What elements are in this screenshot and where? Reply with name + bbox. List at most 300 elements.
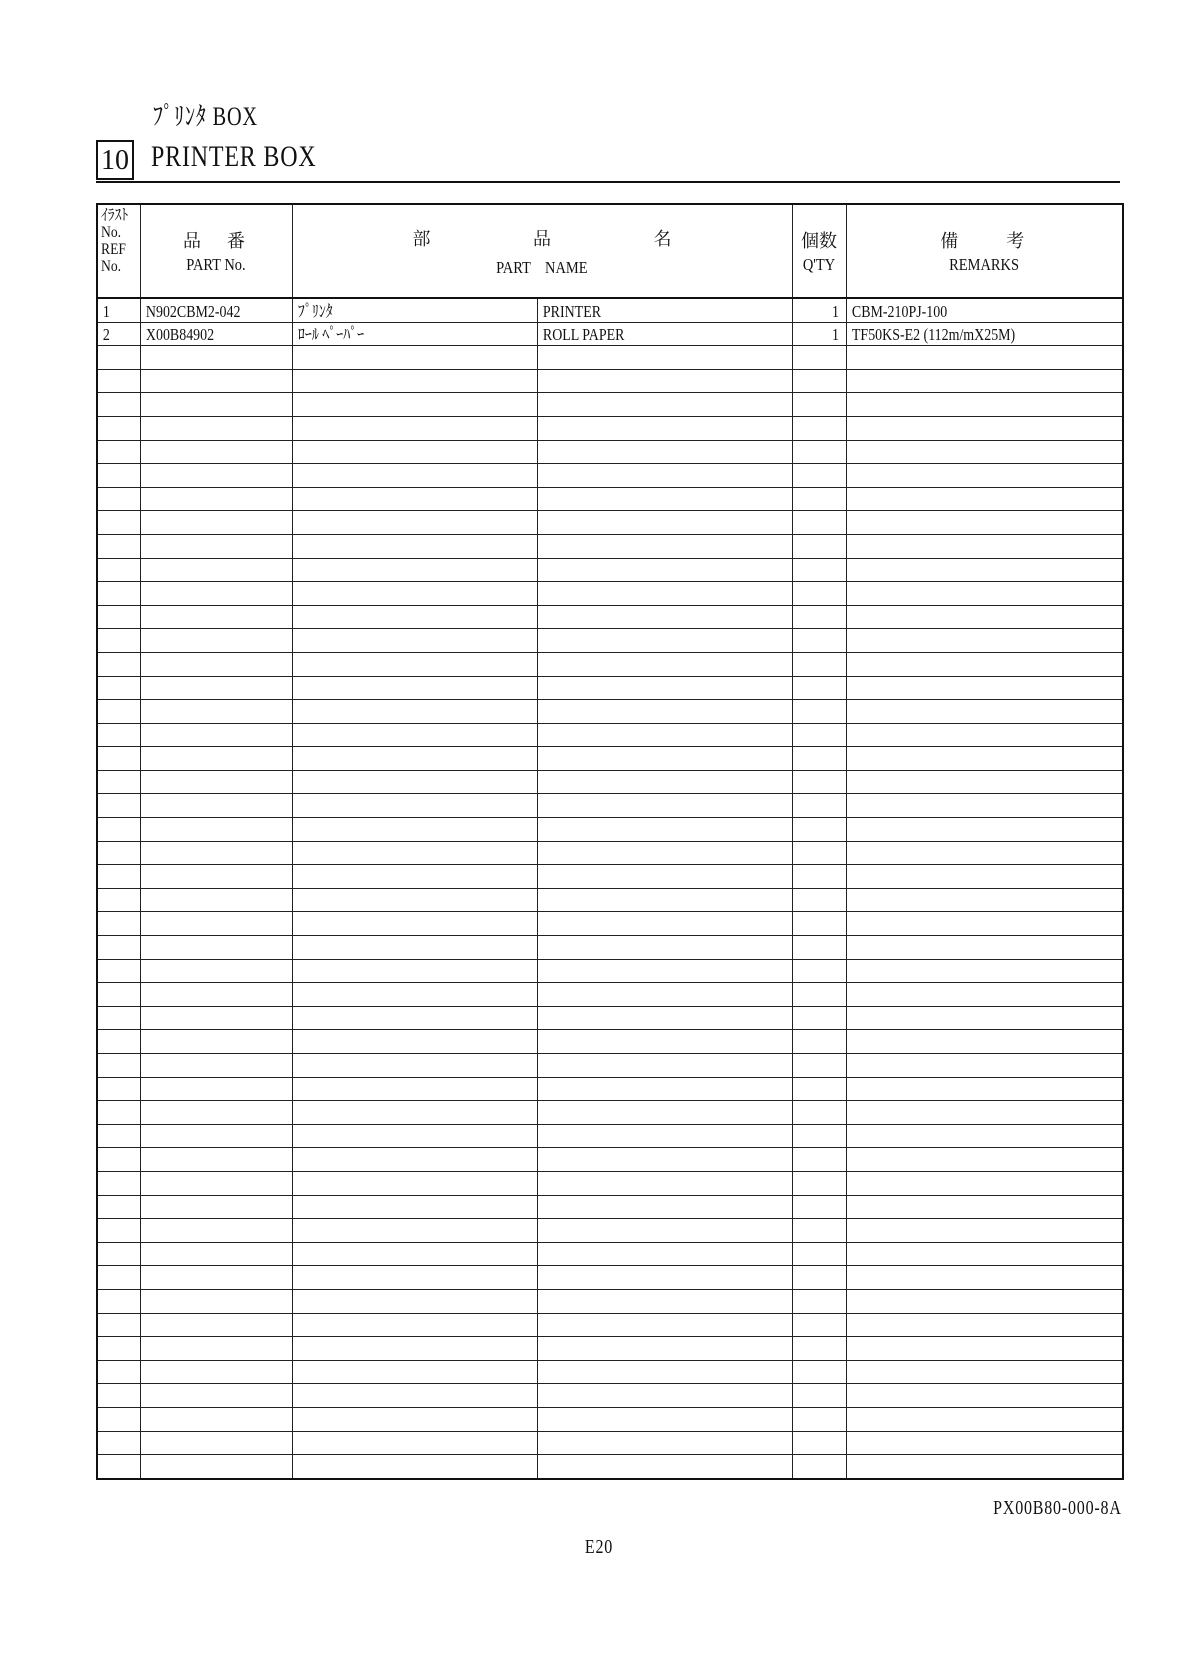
table-row: [97, 322, 1123, 346]
blank-cell: [140, 369, 292, 393]
table-row-blank: [97, 464, 1123, 488]
table-row-blank: [97, 1006, 1123, 1030]
blank-cell: [537, 888, 792, 912]
title-divider: [96, 181, 1120, 183]
blank-cell: [292, 794, 537, 818]
header-part-no-en: PART No.: [186, 255, 246, 274]
cell-ref: [97, 298, 140, 322]
blank-cell: [140, 794, 292, 818]
table-row-blank: [97, 794, 1123, 818]
blank-cell: [846, 818, 1123, 842]
table-row-blank: [97, 1266, 1123, 1290]
blank-cell: [97, 888, 140, 912]
blank-cell: [292, 1313, 537, 1337]
table-row-blank: [97, 1195, 1123, 1219]
blank-cell: [846, 1384, 1123, 1408]
blank-cell: [846, 1266, 1123, 1290]
blank-cell: [792, 652, 846, 676]
blank-cell: [537, 770, 792, 794]
cell-part-no: [140, 322, 292, 346]
table-header-row: [97, 204, 1123, 298]
blank-cell: [846, 1313, 1123, 1337]
blank-cell: [140, 1195, 292, 1219]
blank-cell: [846, 1101, 1123, 1125]
table-row-blank: [97, 700, 1123, 724]
blank-cell: [97, 1407, 140, 1431]
name-jp-value: ﾛｰﾙ ﾍﾟｰﾊﾟｰ: [297, 325, 364, 345]
blank-cell: [537, 1077, 792, 1101]
table-row-blank: [97, 1242, 1123, 1266]
blank-cell: [292, 1455, 537, 1479]
blank-cell: [292, 1148, 537, 1172]
header-qty-en: Q'TY: [802, 255, 836, 274]
blank-cell: [97, 1337, 140, 1361]
blank-cell: [537, 1006, 792, 1030]
blank-cell: [792, 747, 846, 771]
blank-cell: [97, 794, 140, 818]
blank-cell: [292, 487, 537, 511]
blank-cell: [140, 346, 292, 370]
blank-cell: [792, 1384, 846, 1408]
blank-cell: [846, 936, 1123, 960]
blank-cell: [792, 629, 846, 653]
blank-cell: [846, 959, 1123, 983]
table-row-blank: [97, 511, 1123, 535]
blank-cell: [97, 912, 140, 936]
blank-cell: [292, 1384, 537, 1408]
blank-cell: [537, 912, 792, 936]
blank-cell: [292, 416, 537, 440]
table-row-blank: [97, 1219, 1123, 1243]
blank-cell: [792, 1124, 846, 1148]
blank-cell: [97, 1360, 140, 1384]
blank-cell: [292, 865, 537, 889]
blank-cell: [792, 440, 846, 464]
blank-cell: [792, 700, 846, 724]
blank-cell: [537, 1360, 792, 1384]
blank-cell: [292, 936, 537, 960]
blank-cell: [537, 959, 792, 983]
blank-cell: [846, 464, 1123, 488]
blank-cell: [140, 912, 292, 936]
blank-cell: [846, 1219, 1123, 1243]
table-row-blank: [97, 369, 1123, 393]
blank-cell: [537, 629, 792, 653]
blank-cell: [97, 440, 140, 464]
blank-cell: [292, 700, 537, 724]
table-row-blank: [97, 747, 1123, 771]
blank-cell: [792, 1030, 846, 1054]
blank-cell: [97, 416, 140, 440]
blank-cell: [792, 511, 846, 535]
blank-cell: [140, 723, 292, 747]
blank-cell: [292, 652, 537, 676]
blank-cell: [537, 723, 792, 747]
blank-cell: [537, 1289, 792, 1313]
blank-cell: [97, 723, 140, 747]
blank-cell: [792, 1289, 846, 1313]
blank-cell: [292, 440, 537, 464]
blank-cell: [792, 1431, 846, 1455]
table-row-blank: [97, 1407, 1123, 1431]
header-part-name-en: PART NAME: [496, 257, 588, 277]
blank-cell: [846, 511, 1123, 535]
header-ref-line: ｲﾗｽﾄ: [101, 207, 129, 224]
name-jp-value: ﾌﾟﾘﾝﾀ: [297, 301, 333, 321]
blank-cell: [537, 605, 792, 629]
blank-cell: [97, 1124, 140, 1148]
blank-cell: [792, 959, 846, 983]
blank-cell: [97, 1431, 140, 1455]
blank-cell: [140, 1101, 292, 1125]
blank-cell: [140, 1313, 292, 1337]
blank-cell: [537, 1455, 792, 1479]
blank-cell: [140, 818, 292, 842]
table-row-blank: [97, 1101, 1123, 1125]
blank-cell: [846, 1077, 1123, 1101]
table-row-blank: [97, 605, 1123, 629]
blank-cell: [292, 1171, 537, 1195]
blank-cell: [792, 770, 846, 794]
blank-cell: [140, 1124, 292, 1148]
blank-cell: [792, 1006, 846, 1030]
remarks-value: CBM-210PJ-100: [851, 301, 947, 321]
blank-cell: [537, 818, 792, 842]
section-number-box: 10: [96, 140, 134, 180]
blank-cell: [140, 534, 292, 558]
blank-cell: [846, 865, 1123, 889]
blank-cell: [846, 605, 1123, 629]
blank-cell: [792, 416, 846, 440]
blank-cell: [537, 794, 792, 818]
table-row-blank: [97, 1030, 1123, 1054]
blank-cell: [846, 1337, 1123, 1361]
blank-cell: [537, 534, 792, 558]
blank-cell: [537, 936, 792, 960]
header-qty: [792, 204, 846, 298]
header-ref-line: No.: [101, 224, 122, 241]
blank-cell: [292, 747, 537, 771]
blank-cell: [140, 1030, 292, 1054]
blank-cell: [292, 1054, 537, 1078]
blank-cell: [97, 959, 140, 983]
blank-cell: [846, 794, 1123, 818]
blank-cell: [97, 582, 140, 606]
blank-cell: [537, 676, 792, 700]
blank-cell: [792, 676, 846, 700]
blank-cell: [140, 582, 292, 606]
blank-cell: [537, 511, 792, 535]
blank-cell: [537, 1054, 792, 1078]
header-remarks-jp: 備 考: [940, 231, 1029, 251]
blank-cell: [140, 393, 292, 417]
blank-cell: [792, 1219, 846, 1243]
header-part-name-jp-char: 名: [653, 228, 672, 249]
blank-cell: [792, 1313, 846, 1337]
blank-cell: [846, 1171, 1123, 1195]
blank-cell: [846, 534, 1123, 558]
blank-cell: [97, 936, 140, 960]
section-title: PRINTER BOX: [151, 140, 317, 173]
blank-cell: [140, 1148, 292, 1172]
cell-remarks: [846, 298, 1123, 322]
blank-cell: [140, 1407, 292, 1431]
blank-cell: [792, 841, 846, 865]
blank-cell: [292, 770, 537, 794]
blank-cell: [792, 1266, 846, 1290]
table-row-blank: [97, 770, 1123, 794]
blank-cell: [846, 676, 1123, 700]
cell-remarks: [846, 322, 1123, 346]
blank-cell: [292, 511, 537, 535]
blank-cell: [792, 723, 846, 747]
header-part-name-jp-char: 部: [412, 228, 431, 249]
blank-cell: [792, 865, 846, 889]
blank-cell: [97, 1148, 140, 1172]
blank-cell: [97, 1455, 140, 1479]
blank-cell: [537, 652, 792, 676]
blank-cell: [140, 1266, 292, 1290]
table-row-blank: [97, 440, 1123, 464]
blank-cell: [140, 1360, 292, 1384]
table-row-blank: [97, 652, 1123, 676]
cell-name-jp: [292, 322, 537, 346]
header-remarks-en: REMARKS: [949, 255, 1020, 274]
blank-cell: [537, 1242, 792, 1266]
blank-cell: [140, 487, 292, 511]
blank-cell: [292, 818, 537, 842]
header-ref-no: [97, 204, 140, 298]
table-row-blank: [97, 1384, 1123, 1408]
blank-cell: [292, 1030, 537, 1054]
blank-cell: [292, 959, 537, 983]
blank-cell: [292, 1266, 537, 1290]
blank-cell: [792, 912, 846, 936]
blank-cell: [846, 1054, 1123, 1078]
blank-cell: [97, 841, 140, 865]
blank-cell: [97, 1242, 140, 1266]
blank-cell: [140, 983, 292, 1007]
table-row-blank: [97, 393, 1123, 417]
blank-cell: [97, 534, 140, 558]
blank-cell: [140, 1219, 292, 1243]
blank-cell: [140, 558, 292, 582]
table-row-blank: [97, 723, 1123, 747]
blank-cell: [97, 1101, 140, 1125]
blank-cell: [97, 464, 140, 488]
blank-cell: [97, 1384, 140, 1408]
header-part-no: [140, 204, 292, 298]
blank-cell: [97, 1054, 140, 1078]
blank-cell: [792, 1242, 846, 1266]
blank-cell: [140, 770, 292, 794]
blank-cell: [846, 912, 1123, 936]
blank-cell: [846, 1289, 1123, 1313]
cell-name-en: [537, 322, 792, 346]
blank-cell: [846, 582, 1123, 606]
blank-cell: [292, 1077, 537, 1101]
blank-cell: [846, 652, 1123, 676]
table-body: [97, 298, 1123, 1479]
table-row-blank: [97, 865, 1123, 889]
blank-cell: [846, 369, 1123, 393]
blank-cell: [537, 487, 792, 511]
table-row-blank: [97, 1455, 1123, 1479]
blank-cell: [97, 1289, 140, 1313]
blank-cell: [792, 1337, 846, 1361]
header-ref-line: REF: [101, 241, 126, 258]
blank-cell: [292, 629, 537, 653]
blank-cell: [292, 605, 537, 629]
blank-cell: [846, 700, 1123, 724]
blank-cell: [537, 346, 792, 370]
blank-cell: [97, 818, 140, 842]
blank-cell: [846, 558, 1123, 582]
part-no-value: X00B84902: [145, 325, 214, 345]
blank-cell: [292, 841, 537, 865]
blank-cell: [140, 1054, 292, 1078]
blank-cell: [792, 487, 846, 511]
blank-cell: [537, 464, 792, 488]
blank-cell: [846, 770, 1123, 794]
qty-value: 1: [831, 325, 839, 345]
table-row: [97, 298, 1123, 322]
table-row-blank: [97, 1148, 1123, 1172]
page-title-jp: ﾌﾟﾘﾝﾀ BOX: [153, 102, 258, 131]
blank-cell: [846, 1407, 1123, 1431]
blank-cell: [792, 818, 846, 842]
blank-cell: [97, 346, 140, 370]
ref-value: 1: [102, 301, 110, 321]
blank-cell: [140, 1384, 292, 1408]
table-row-blank: [97, 629, 1123, 653]
table-row-blank: [97, 1077, 1123, 1101]
blank-cell: [846, 1148, 1123, 1172]
blank-cell: [140, 865, 292, 889]
blank-cell: [537, 440, 792, 464]
blank-cell: [292, 369, 537, 393]
cell-qty: [792, 298, 846, 322]
blank-cell: [537, 1431, 792, 1455]
cell-name-jp: [292, 298, 537, 322]
cell-ref: [97, 322, 140, 346]
table-row-blank: [97, 1171, 1123, 1195]
table-row-blank: [97, 1337, 1123, 1361]
blank-cell: [292, 582, 537, 606]
blank-cell: [97, 393, 140, 417]
blank-cell: [792, 369, 846, 393]
table-row-blank: [97, 1360, 1123, 1384]
blank-cell: [292, 1360, 537, 1384]
blank-cell: [537, 1313, 792, 1337]
blank-cell: [792, 605, 846, 629]
blank-cell: [537, 1384, 792, 1408]
name-en-value: ROLL PAPER: [542, 325, 624, 345]
blank-cell: [292, 534, 537, 558]
blank-cell: [97, 487, 140, 511]
blank-cell: [792, 1054, 846, 1078]
blank-cell: [537, 1195, 792, 1219]
blank-cell: [846, 487, 1123, 511]
blank-cell: [97, 1219, 140, 1243]
blank-cell: [537, 1030, 792, 1054]
header-qty-jp: 個数: [801, 231, 837, 251]
blank-cell: [537, 582, 792, 606]
header-part-name-jp-char: 品: [533, 228, 551, 249]
blank-cell: [140, 1242, 292, 1266]
blank-cell: [140, 700, 292, 724]
cell-qty: [792, 322, 846, 346]
qty-value: 1: [831, 301, 839, 321]
blank-cell: [537, 369, 792, 393]
blank-cell: [792, 464, 846, 488]
blank-cell: [792, 983, 846, 1007]
blank-cell: [537, 416, 792, 440]
blank-cell: [792, 1171, 846, 1195]
blank-cell: [140, 1077, 292, 1101]
table-row-blank: [97, 1124, 1123, 1148]
blank-cell: [792, 558, 846, 582]
blank-cell: [140, 676, 292, 700]
table-row-blank: [97, 983, 1123, 1007]
blank-cell: [140, 440, 292, 464]
cell-part-no: [140, 298, 292, 322]
blank-cell: [846, 1124, 1123, 1148]
blank-cell: [97, 865, 140, 889]
blank-cell: [292, 1195, 537, 1219]
blank-cell: [97, 1266, 140, 1290]
blank-cell: [792, 582, 846, 606]
table-row-blank: [97, 487, 1123, 511]
blank-cell: [846, 440, 1123, 464]
blank-cell: [140, 1337, 292, 1361]
blank-cell: [537, 747, 792, 771]
blank-cell: [846, 346, 1123, 370]
part-no-value: N902CBM2-042: [145, 301, 240, 321]
blank-cell: [292, 1124, 537, 1148]
blank-cell: [292, 983, 537, 1007]
blank-cell: [792, 1455, 846, 1479]
blank-cell: [537, 393, 792, 417]
blank-cell: [792, 1195, 846, 1219]
table-row-blank: [97, 676, 1123, 700]
blank-cell: [292, 1101, 537, 1125]
blank-cell: [97, 983, 140, 1007]
table-row-blank: [97, 416, 1123, 440]
cell-name-en: [537, 298, 792, 322]
blank-cell: [846, 1006, 1123, 1030]
table-row-blank: [97, 534, 1123, 558]
header-ref-line: No.: [101, 258, 122, 275]
blank-cell: [292, 1242, 537, 1266]
blank-cell: [537, 983, 792, 1007]
parts-list-table: [96, 203, 1124, 1480]
blank-cell: [537, 1337, 792, 1361]
blank-cell: [140, 1289, 292, 1313]
table-row-blank: [97, 558, 1123, 582]
blank-cell: [792, 1360, 846, 1384]
blank-cell: [140, 959, 292, 983]
name-en-value: PRINTER: [542, 301, 601, 321]
blank-cell: [97, 369, 140, 393]
blank-cell: [792, 794, 846, 818]
blank-cell: [140, 936, 292, 960]
blank-cell: [97, 629, 140, 653]
blank-cell: [537, 1407, 792, 1431]
blank-cell: [97, 700, 140, 724]
blank-cell: [140, 1171, 292, 1195]
blank-cell: [846, 1242, 1123, 1266]
